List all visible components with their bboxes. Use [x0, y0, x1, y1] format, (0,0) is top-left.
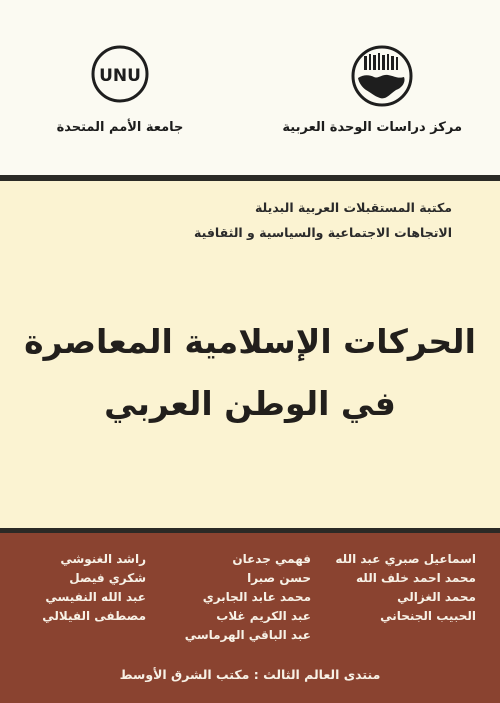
arab-map-emblem-icon: [350, 44, 414, 108]
author-name: عبد الله النفيسي: [45, 590, 146, 604]
author-name: شكري فيصل: [69, 571, 146, 585]
book-title-line2: في الوطن العربي: [104, 384, 396, 423]
publisher-unu-name: جامعة الأمم المتحدة: [56, 120, 184, 135]
book-title-line1: الحركات الإسلامية المعاصرة: [24, 322, 476, 361]
publisher-cauf: [282, 44, 462, 135]
top-divider: [0, 175, 500, 181]
authors-list: [24, 550, 476, 650]
author-name: اسماعيل صبري عبد الله: [335, 552, 476, 566]
publisher-unu: [30, 44, 210, 135]
author-name: محمد عابد الجابري: [202, 590, 311, 604]
author-name: مصطفى الفيلالي: [42, 609, 146, 623]
publisher-cauf-name: مركز دراسات الوحدة العربية: [282, 120, 462, 135]
author-name: عبد الباقي الهرماسي: [184, 628, 311, 642]
authors-column-1: [326, 550, 476, 626]
series-subtitle: الاتجاهات الاجتماعية والسياسية و الثقافية: [194, 225, 452, 240]
author-name: عبد الكريم غلاب: [216, 609, 311, 623]
authors-column-2: [161, 550, 311, 645]
author-name: فهمي جدعان: [232, 552, 311, 566]
series-block: [194, 200, 452, 240]
co-publisher-forum: منتدى العالم الثالث : مكتب الشرق الأوسط: [119, 667, 381, 682]
series-name: مكتبة المستقبلات العربية البديلة: [254, 200, 452, 215]
publisher-band: [0, 0, 500, 175]
authors-column-3: [16, 550, 146, 626]
author-name: محمد الغزالي: [397, 590, 476, 604]
author-name: محمد احمد خلف الله: [356, 571, 476, 585]
unu-circle-logo-icon: [90, 44, 150, 104]
unu-logo-text: UNU: [99, 66, 141, 86]
author-name: راشد الغنوشي: [60, 552, 146, 566]
author-name: حسن صبرا: [247, 571, 311, 585]
author-name: الحبيب الجنحاني: [380, 609, 476, 623]
